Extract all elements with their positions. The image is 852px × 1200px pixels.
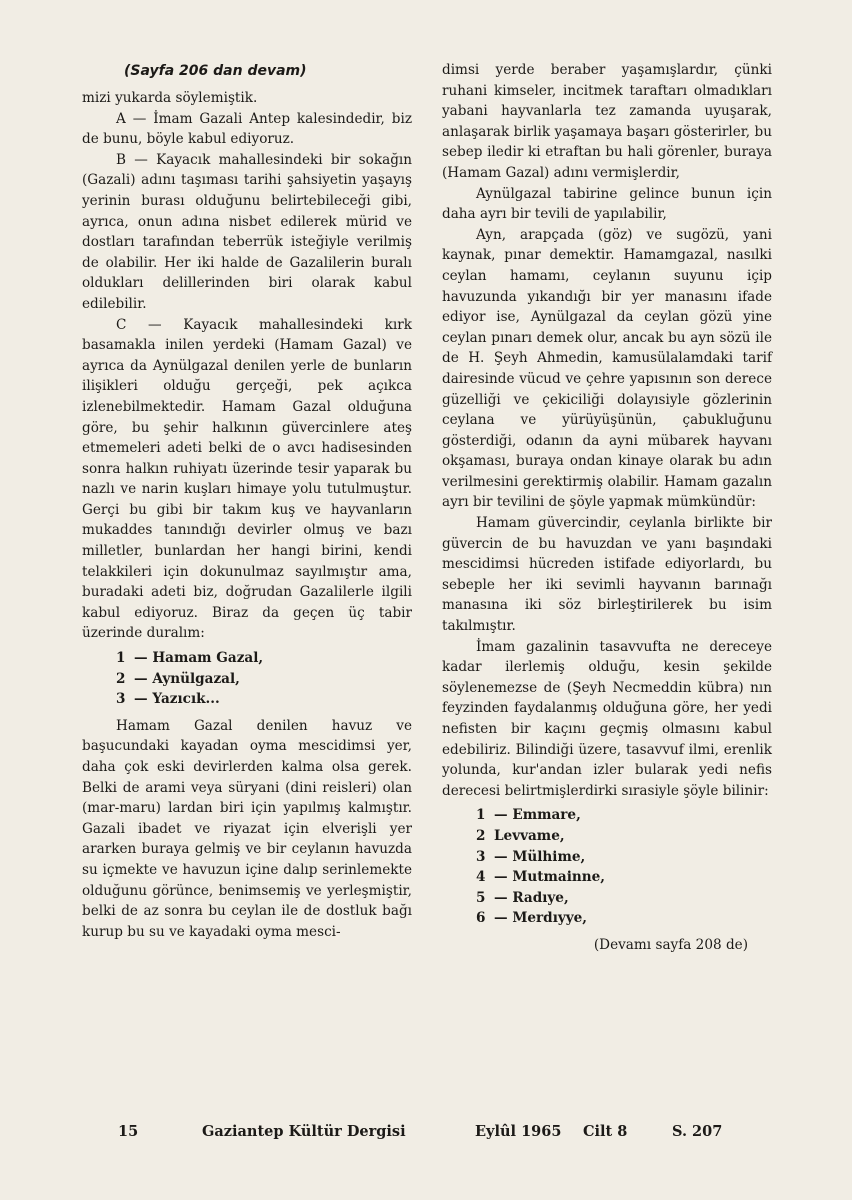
continued-from-note: (Sayfa 206 dan devam)	[124, 63, 307, 79]
list-item: 6 — Merdıyye,	[476, 910, 588, 927]
continued-to-note: (Devamı sayfa 208 de)	[593, 936, 748, 953]
paragraph: Ayn, arapçada (göz) ve sugözü, yani kaynak, pınar demektir. Hamamgazal, nasılki ceylan hamamı, ceylanın suyunu içip havuzunda yıkandığı bir yer manasını ifade ediyor ise, Aynülgazal da ceylan gözü yine ceylan pınarı demek olur, ancak bu ayn sözü ile de H. Şeyh Ahmedin, kamusülalamdaki tarif dairesinde vücud ve çehre yapısının son derece güzelliği ve çekiciliği dolayısiyle gözlerinin ceylana ve yürüyüşünün, çabukluğunu gösterdiği, odanın da ayni mübarek hayvanı okşaması, buraya ondan kinaye olarak bu adın verilmesini gerektirmiş olabilir. Hamam gazalın ayrı bir tevilini de şöyle yapmak mümkündür:	[442, 226, 772, 511]
paragraph: A — İmam Gazali Antep kalesindedir, biz de bunu, böyle kabul ediyoruz.	[82, 110, 412, 148]
paragraph: Aynülgazal tabirine gelince bunun için daha ayrı bir tevili de yapılabilir,	[442, 185, 772, 223]
term-list	[116, 648, 412, 710]
paragraph: mizi yukarda söylemiştik.	[82, 90, 258, 106]
magazine-title: Gaziantep Kültür Dergisi	[202, 1123, 406, 1140]
issue-date: Eylûl 1965	[475, 1123, 562, 1140]
left-column	[82, 60, 412, 942]
paragraph: B — Kayacık mahallesindeki bir sokağın (Gazali) adını taşıması tarihi şahsiyetin yaşayış yerinin burası olduğunu belirtebileceği gibi, ayrıca, onun adına nisbet edilerek mürid ve dostları tarafından teberrük isteğiyle verilmiş de olabilir. Her iki halde de Gazalilerin buralı oldukları delillerinden biri olarak kabul edilebilir.	[82, 151, 412, 312]
paragraph: Hamam Gazal denilen havuz ve başucundaki kayadan oyma mescidimsi yer, daha çok eski devirlerden kalma olsa gerek. Belki de arami veya süryani (dini reisleri) olan (mar-maru) lardan biri için yapılmış kalmıştır. Gazali ibadet ve riyazat için elverişli yer ararken buraya gelmiş ve bir ceylanın havuzda su içmekte ve havuzun içine dalıp serinlemekte olduğunu görünce, benimsemiş ve yerleşmiştir, belki de az sonra bu ceylan ile de dostluk bağı kurup bu su ve kayadaki oyma mesci-	[82, 717, 412, 940]
list-item: 1 — Emmare,	[476, 807, 581, 824]
right-column	[442, 60, 772, 956]
list-item: 5 — Radıye,	[476, 889, 569, 906]
list-item: 2 Levvame,	[476, 827, 565, 844]
list-item: 2 — Aynülgazal,	[116, 670, 240, 687]
page-reference: S. 207	[672, 1123, 723, 1140]
list-item: 4 — Mutmainne,	[476, 869, 606, 886]
list-item: 3 — Yazıcık...	[116, 691, 220, 708]
paragraph: Hamam güvercindir, ceylanla birlikte bir güvercin de bu havuzdan ve yanı başındaki mescidimsi hücreden istifade ediyorlardı, bu sebeple her iki sevimli hayvanın barınağı manasına iki söz birleştirilerek bu isim takılmıştır.	[442, 515, 772, 635]
volume: Cilt 8	[583, 1123, 628, 1140]
paragraph: dimsi yerde beraber yaşamışlardır, çünki ruhani kimseler, incitmek taraftarı olmadıkları yabani hayvanlarla tez zamanda uyuşarak, anlaşarak birlik yaşamaya başarı gösterirler, bu sebep iledir ki etraftan bu hali görenler, buraya (Hamam Gazal) adını vermişlerdir,	[442, 62, 772, 181]
paragraph: İmam gazalinin tasavvufta ne dereceye kadar ilerlemiş olduğu, kesin şekilde söylenemezse de (Şeyh Necmeddin kübra) nın feyzinden faydalanmış olduğuna göre, her yedi nefisten bir kaçını geçmiş olmasını kabul edebiliriz. Bilindiği üzere, tasavvuf ilmi, erenlik yolunda, kur'andan izler bularak yedi nefis derecesi belirtmişlerdirki sırasiyle şöyle bilinir:	[442, 638, 772, 799]
list-item: 3 — Mülhime,	[476, 848, 586, 865]
list-item: 1 — Hamam Gazal,	[116, 650, 264, 667]
page-number: 15	[118, 1123, 139, 1140]
nafs-list	[476, 805, 772, 929]
paragraph: C — Kayacık mahallesindeki kırk basamakla inilen yerdeki (Hamam Gazal) ve ayrıca da Aynülgazal denilen yerle de bunların ilişikleri olduğu gerçeği, pek açıkca izlenebilmektedir. Hamam Gazal olduğuna göre, bu şehir halkının güvercinlere ateş etmemeleri adeti belki de o avcı hadisesinden sonra halkın ruhiyatı üzerinde tesir yaparak bu nazlı ve narin kuşları himaye yolu tutulmuştur. Gerçi bu gibi bir takım kuş ve hayvanların mukaddes tanındığı devirler olmuş ve bazı milletler, bunlardan her hangi birini, kendi telakkileri için dokunulmaz sayılmıştır ama, buradaki adeti biz, doğrudan Gazalilerle ilgili kabul ediyoruz. Biraz da geçen üç tabir üzerinde duralım:	[82, 316, 412, 642]
